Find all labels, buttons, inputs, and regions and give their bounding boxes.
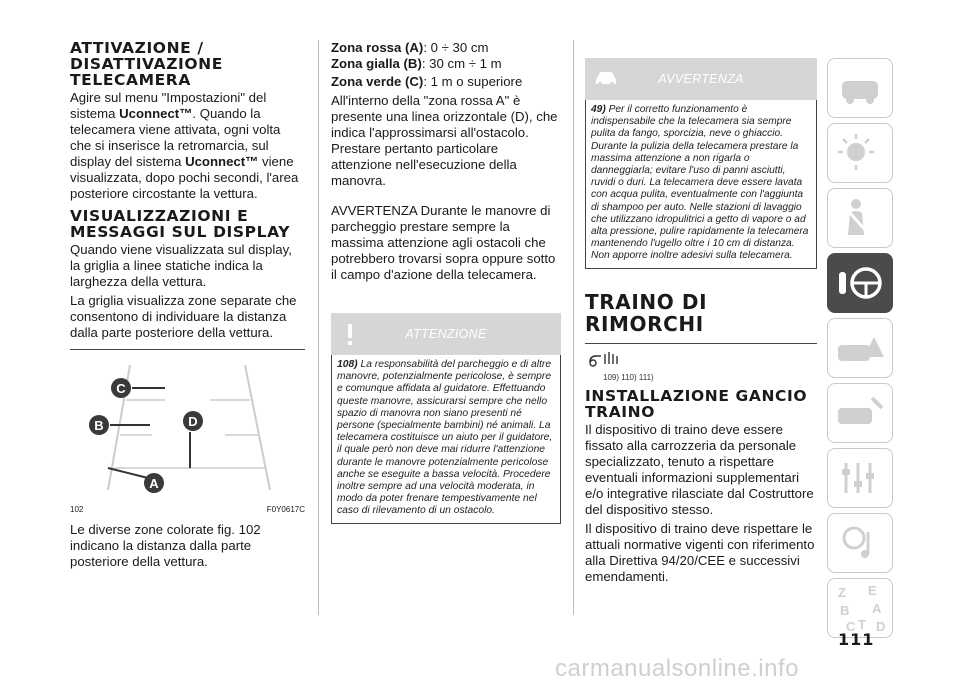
paragraph-grid-width: Quando viene visualizzata sul display, la griglia a linee statiche indica la larghezza della vettura. [70, 242, 292, 289]
tab-emergency[interactable] [827, 318, 893, 378]
marker-a [144, 473, 164, 493]
warning-box-title: AVVERTENZA [658, 72, 744, 86]
index-letter: E [868, 583, 877, 598]
marker-c-label: C [116, 381, 126, 396]
figure-number: 102 [70, 505, 84, 514]
index-letter: T [858, 617, 866, 632]
paragraph-hitch-regulations: Il dispositivo di traino deve rispettare le attuali normative vigenti con riferimento alla Direttiva 94/20/CEE e successivi emendamenti. [585, 520, 815, 584]
marker-b-label: B [94, 418, 104, 433]
leader-a [108, 468, 148, 478]
marker-d-label: D [188, 414, 198, 429]
zone-yellow-line [331, 56, 561, 72]
column-2 [331, 40, 561, 524]
watermark: carmanualsonline.info [555, 655, 799, 682]
column-divider [318, 40, 319, 615]
paragraph-red-zone-line: All'interno della "zona rossa A" è presente una linea orizzontale (D), che indica l'approssimarsi all'ostacolo. Prestare pertanto particolare attenzione nell'esecuzione della manovra. [331, 93, 558, 188]
zone-yellow-label: Zona gialla (B) [331, 56, 422, 71]
brand-name: Uconnect™ [119, 106, 193, 121]
figure-code: F0Y0617C [266, 505, 305, 514]
car-dashboard-icon [828, 59, 892, 117]
column-3 [585, 58, 817, 588]
section-heading-camera-activation: ATTIVAZIONE / DISATTIVAZIONE TELECAMERA [70, 39, 223, 89]
tab-maintenance[interactable] [827, 383, 893, 443]
page-number: 111 [838, 630, 875, 649]
index-letter: Z [838, 585, 846, 600]
note-number: 108) [337, 359, 358, 370]
tab-technical-data[interactable] [827, 448, 893, 508]
zone-red-label: Zona rossa (A) [331, 40, 424, 55]
camera-grid-diagram [70, 350, 305, 500]
warning-box-body [585, 100, 817, 269]
towing-hook-icon [587, 350, 627, 368]
paragraph-parking-warning: AVVERTENZA Durante le manovre di parcheggio prestare sempre la massima attenzione agli ostacoli che potrebbero trovarsi sopra oppure sotto il campo d'azione della telecamera. [331, 203, 556, 282]
tab-index[interactable] [827, 578, 893, 638]
text: . Quando la telecamera viene attivata, ogni volta che si inserisce la retromarcia, sul display del sistema [70, 106, 281, 169]
chapter-index-sidebar [827, 58, 893, 643]
divider [585, 343, 817, 344]
sun-light-icon [828, 124, 892, 182]
zone-red-line [331, 40, 561, 56]
column-divider [573, 40, 574, 615]
attention-box-body [331, 355, 561, 524]
column-1 [70, 40, 305, 573]
tab-lights[interactable] [827, 123, 893, 183]
index-letter: A [872, 601, 882, 616]
attention-box-header [331, 313, 561, 355]
paragraph-colored-zones: Le diverse zone colorate fig. 102 indicano la distanza dalla parte posteriore della vettura. [70, 522, 261, 569]
note-text: La responsabilità del parcheggio e di altre manovre, potenzialmente pericolose, è sempre e comunque affidata al guidatore. Effettuando queste manovre, assicurarsi sempre che nello spazio di manovra non siano presenti né persone (specialmente bambini) né animali. La telecamera costituisce un aiuto per il guidatore, il quale però non deve mai ridurre l'attenzione durante le manovre potenzialmente pericolose anche se eseguite a bassa velocità. Procedere inoltre sempre ad una velocità moderata, in modo da poter frenare tempestivamente nel caso di rilevamento di un ostacolo. [337, 359, 553, 517]
note-text: Per il corretto funzionamento è indispensabile che la telecamera sia sempre pulita da fango, sporcizia, neve o ghiaccio. Durante la pulizia della telecamera prestare la massima attenzione a non rigarla o danneggiarla; evitare l'uso di panni asciutti, ruvidi o duri. La telecamera deve essere lavata con acqua pulita, eventualmente con l'aggiunta di shampoo per auto. Nelle stazioni di lavaggio che utilizzano idropulitrici a getto di vapore o ad alta pressione, pulire rapidamente la telecamera mantenendo l'ugello oltre i 10 cm di distanza. Non apporre inoltre adesivi sulla telecamera. [591, 104, 809, 262]
zone-green-value: : 1 m o superiore [423, 74, 523, 89]
sliders-icon [828, 449, 892, 507]
tab-safety[interactable] [827, 188, 893, 248]
brand-name: Uconnect™ [185, 154, 259, 169]
attention-box [331, 313, 561, 524]
wrench-car-icon [828, 384, 892, 442]
paragraph-hitch-installation: Il dispositivo di traino deve essere fissato alla carrozzeria da personale specializzato, tenuto a rispettare eventuali informazioni supplementari e/o integrative rilasciate dal Costruttore del dispositivo stesso. [585, 421, 814, 517]
warning-box [585, 58, 817, 269]
marker-a-label: A [149, 476, 159, 491]
section-heading-trailer-towing: TRAINO DI RIMORCHI [585, 289, 708, 336]
index-letter: D [876, 619, 886, 634]
zone-yellow-value: : 30 cm ÷ 1 m [421, 56, 502, 71]
index-letter: B [840, 603, 850, 618]
alphabet-index-icon [828, 579, 892, 637]
tab-dashboard[interactable] [827, 58, 893, 118]
car-warning-icon [828, 319, 892, 377]
seat-belt-person-icon [828, 189, 892, 247]
zone-green-label: Zona verde (C) [331, 74, 424, 89]
note-references: 109) 110) 111) [603, 372, 654, 382]
marker-d [183, 411, 203, 431]
tab-multimedia[interactable] [827, 513, 893, 573]
marker-c [111, 378, 131, 398]
marker-b [89, 415, 109, 435]
figure-camera-grid [70, 349, 305, 514]
warning-box-header [585, 58, 817, 100]
attention-box-title: ATTENZIONE [405, 327, 487, 341]
section-heading-hitch-installation: INSTALLAZIONE GANCIO TRAINO [585, 386, 808, 421]
key-steering-wheel-icon [828, 254, 892, 312]
note-number: 49) [591, 104, 606, 115]
zone-green-line [331, 74, 561, 90]
paragraph-grid-zones: La griglia visualizza zone separate che consentono di individuare la distanza dalla parte posteriore della vettura. [70, 293, 297, 340]
text: viene visualizzata, dopo pochi secondi, l'area posteriore circostante la vettura. [70, 154, 299, 201]
paragraph-camera-activation [70, 90, 305, 202]
zone-red-value: : 0 ÷ 30 cm [423, 40, 489, 55]
text: Agire sul menu "Impostazioni" del sistema [70, 90, 267, 121]
location-music-icon [828, 514, 892, 572]
grid-right-line [245, 365, 270, 490]
index-letter: C [846, 619, 856, 634]
tab-starting-driving[interactable] [827, 253, 893, 313]
figure-caption [70, 505, 305, 514]
section-heading-display-messages: VISUALIZZAZIONI E MESSAGGI SUL DISPLAY [70, 207, 291, 241]
